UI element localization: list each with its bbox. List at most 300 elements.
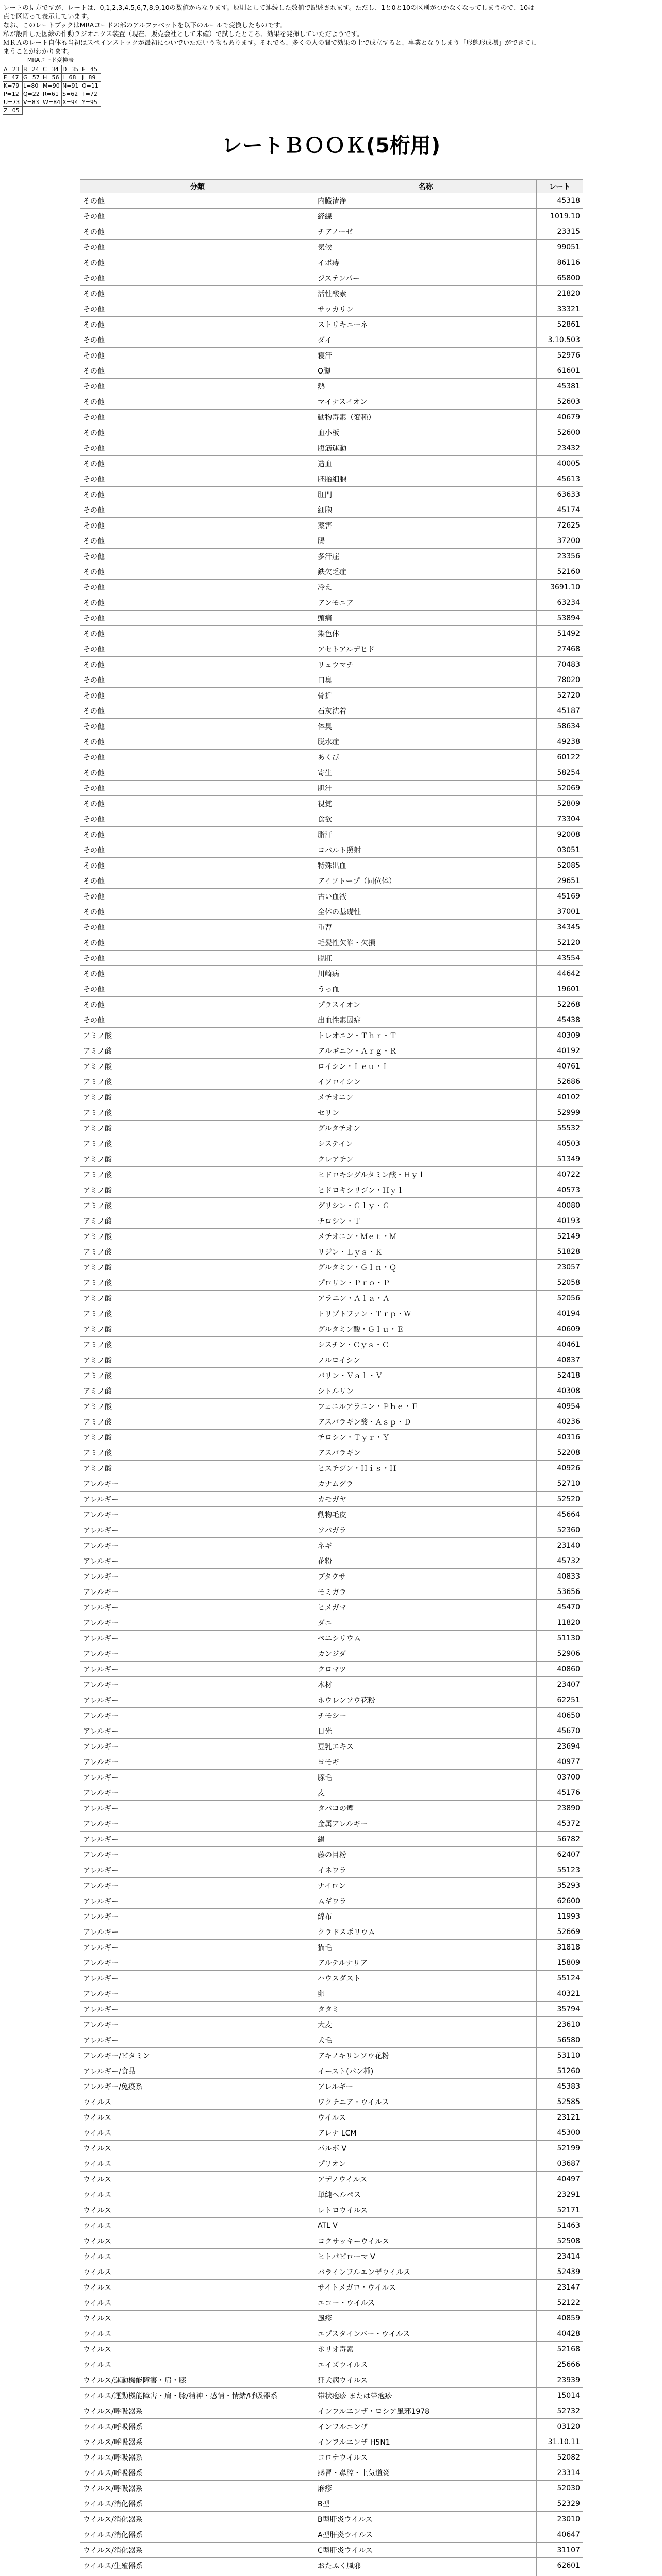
table-row: [80, 889, 583, 904]
category-cell: [80, 2573, 315, 2576]
category-cell: アレルギー: [80, 1739, 315, 1754]
rate-cell: 52268: [537, 997, 583, 1012]
rate-cell: 25666: [537, 2357, 583, 2372]
category-cell: その他: [80, 997, 315, 1012]
category-cell: その他: [80, 904, 315, 920]
name-cell: アデノウイルス: [315, 2172, 537, 2187]
name-cell: 脂汗: [315, 827, 537, 842]
name-cell: サイトメガロ・ウイルス: [315, 2280, 537, 2295]
rate-cell: 31818: [537, 1940, 583, 1955]
rate-cell: 52999: [537, 1105, 583, 1121]
name-cell: 脱肛: [315, 951, 537, 966]
table-row: [80, 1723, 583, 1739]
table-row: [80, 2295, 583, 2311]
category-cell: その他: [80, 966, 315, 981]
table-row: [80, 1368, 583, 1383]
name-cell: 視覚: [315, 796, 537, 811]
name-cell: タバコの煙: [315, 1801, 537, 1816]
name-cell: 骨折: [315, 688, 537, 703]
rate-cell: 03120: [537, 2419, 583, 2434]
category-cell: ウイルス: [80, 2280, 315, 2295]
rate-cell: 23291: [537, 2187, 583, 2202]
name-cell: ネギ: [315, 1538, 537, 1553]
table-row: [80, 1662, 583, 1677]
category-cell: ウイルス: [80, 2233, 315, 2249]
category-cell: アミノ酸: [80, 1244, 315, 1260]
table-row: [80, 425, 583, 440]
rate-cell: 1019.10: [537, 209, 583, 224]
rate-cell: 52732: [537, 2403, 583, 2419]
table-row: [80, 2527, 583, 2543]
name-cell: 熱: [315, 379, 537, 394]
rate-cell: 3.10.503: [537, 332, 583, 348]
rate-cell: 45300: [537, 2125, 583, 2141]
name-cell: グルタミン酸・Ｇｌｕ・Ｅ: [315, 1321, 537, 1337]
rate-cell: 40860: [537, 1662, 583, 1677]
table-row: [80, 1321, 583, 1337]
table-row: [80, 240, 583, 255]
table-row: [80, 2002, 583, 2017]
name-cell: 重曹: [315, 920, 537, 935]
category-cell: アレルギー: [80, 1631, 315, 1646]
name-cell: おたふく風邪: [315, 2558, 537, 2573]
category-cell: アレルギー: [80, 1723, 315, 1739]
rate-cell: 40647: [537, 2527, 583, 2543]
rate-cell: 40194: [537, 1306, 583, 1321]
table-row: [80, 842, 583, 858]
rate-cell: 52329: [537, 2496, 583, 2512]
name-cell: A型肝炎ウイルス: [315, 2527, 537, 2543]
category-cell: ウイルス: [80, 2342, 315, 2357]
rate-cell: 15014: [537, 2388, 583, 2403]
rate-cell: 78020: [537, 672, 583, 688]
table-row: [80, 1445, 583, 1461]
category-cell: アミノ酸: [80, 1383, 315, 1399]
name-cell: マイナスイオン: [315, 394, 537, 410]
rate-cell: 40428: [537, 2326, 583, 2342]
name-cell: トリプトファン・Ｔｒｐ・Ｗ: [315, 1306, 537, 1321]
name-cell: 腸: [315, 533, 537, 549]
category-cell: その他: [80, 440, 315, 456]
rate-cell: 52809: [537, 796, 583, 811]
category-cell: ウイルス: [80, 2110, 315, 2125]
name-cell: ヒドロキシグルタミン酸・Ｈｙｌ: [315, 1167, 537, 1182]
table-row: [80, 193, 583, 209]
table-row: [80, 1553, 583, 1569]
name-cell: 寄生: [315, 765, 537, 781]
rate-cell: 31.10.11: [537, 2434, 583, 2450]
name-cell: 花粉: [315, 1553, 537, 1569]
rate-cell: 62251: [537, 1692, 583, 1708]
table-row: [80, 1229, 583, 1244]
name-cell: グルタチオン: [315, 1121, 537, 1136]
table-row: [80, 811, 583, 827]
category-cell: その他: [80, 394, 315, 410]
rate-cell: 55123: [537, 1862, 583, 1878]
name-cell: 冷え: [315, 580, 537, 595]
rate-cell: 40308: [537, 1383, 583, 1399]
category-cell: ウイルス: [80, 2357, 315, 2372]
category-cell: アミノ酸: [80, 1352, 315, 1368]
table-row: [80, 2094, 583, 2110]
rate-cell: 52710: [537, 1476, 583, 1492]
name-cell: アルテルナリア: [315, 1955, 537, 1971]
mra-code-table: [3, 65, 101, 115]
table-row: [80, 1291, 583, 1306]
table-row: [80, 904, 583, 920]
category-cell: アレルギー: [80, 1708, 315, 1723]
table-row: [80, 1151, 583, 1167]
rate-cell: 45372: [537, 1816, 583, 1832]
category-cell: その他: [80, 240, 315, 255]
name-cell: 造血: [315, 456, 537, 471]
name-cell: 気候: [315, 240, 537, 255]
name-cell: レトロウイルス: [315, 2202, 537, 2218]
table-row: [80, 2017, 583, 2032]
table-row: [80, 2403, 583, 2419]
table-row: [80, 1971, 583, 1986]
rate-cell: 51463: [537, 2218, 583, 2233]
name-cell: 腹筋運動: [315, 440, 537, 456]
name-cell: 豚毛: [315, 1770, 537, 1785]
category-cell: アレルギー/ビタミン: [80, 2048, 315, 2063]
rate-cell: 23356: [537, 549, 583, 564]
table-row: [80, 1955, 583, 1971]
mra-code-cell: K=79: [3, 82, 23, 90]
category-cell: その他: [80, 533, 315, 549]
category-cell: アレルギー: [80, 1785, 315, 1801]
category-cell: ウイルス: [80, 2295, 315, 2311]
category-cell: アミノ酸: [80, 1229, 315, 1244]
name-cell: 藤の目粉: [315, 1847, 537, 1862]
rate-cell: 49238: [537, 734, 583, 750]
rate-cell: 52149: [537, 1229, 583, 1244]
mra-code-cell: P=12: [3, 90, 23, 98]
name-cell: ヨモギ: [315, 1754, 537, 1770]
rate-cell: 52082: [537, 2450, 583, 2465]
category-cell: アレルギー: [80, 1584, 315, 1600]
rate-cell: 40497: [537, 2172, 583, 2187]
table-row: [80, 1043, 583, 1059]
table-row: [80, 1847, 583, 1862]
category-cell: その他: [80, 410, 315, 425]
category-cell: アレルギー: [80, 2017, 315, 2032]
category-cell: その他: [80, 626, 315, 641]
table-row: [80, 2032, 583, 2048]
table-row: [80, 2357, 583, 2372]
name-cell: クロマツ: [315, 1662, 537, 1677]
category-cell: その他: [80, 286, 315, 301]
table-row: [80, 595, 583, 611]
table-row: [80, 2079, 583, 2094]
category-cell: その他: [80, 842, 315, 858]
category-cell: ウイルス: [80, 2249, 315, 2264]
name-cell: プラスイオン: [315, 997, 537, 1012]
rate-cell: 52861: [537, 317, 583, 332]
rate-cell: 40192: [537, 1043, 583, 1059]
category-cell: アレルギー: [80, 1569, 315, 1584]
category-cell: アレルギー: [80, 1940, 315, 1955]
name-cell: うっ血: [315, 981, 537, 997]
intro-paragraph: ＭＲＡのレート自体も当初はスペインストックが最初についでいただいう物もあります。それでも、多くの人の間で効果の上で成立すると、事業となりしまう「形態形成場」ができてしまうことがわかります。: [3, 39, 537, 55]
rate-cell: 23432: [537, 440, 583, 456]
rate-cell: 44642: [537, 966, 583, 981]
category-cell: アミノ酸: [80, 1260, 315, 1275]
category-cell: その他: [80, 564, 315, 580]
name-cell: コバルト照射: [315, 842, 537, 858]
table-row: [80, 1414, 583, 1430]
category-cell: アミノ酸: [80, 1121, 315, 1136]
name-cell: 狂犬病ウイルス: [315, 2372, 537, 2388]
table-row: [80, 997, 583, 1012]
category-cell: ウイルス/呼吸器系: [80, 2419, 315, 2434]
category-cell: ウイルス/呼吸器系: [80, 2434, 315, 2450]
mra-code-cell: W=84: [42, 98, 62, 107]
table-row: [80, 1615, 583, 1631]
mra-code-cell: A=23: [3, 65, 23, 74]
table-row: [80, 688, 583, 703]
table-row: [80, 1862, 583, 1878]
table-row: [80, 549, 583, 564]
category-cell: その他: [80, 827, 315, 842]
category-cell: その他: [80, 379, 315, 394]
rate-cell: 23314: [537, 2465, 583, 2481]
table-row: [80, 781, 583, 796]
table-header-row: [80, 180, 583, 193]
category-cell: アミノ酸: [80, 1461, 315, 1476]
name-cell: アルギニン・Ａｒｇ・Ｒ: [315, 1043, 537, 1059]
table-row: [80, 2388, 583, 2403]
rate-cell: 40236: [537, 1414, 583, 1430]
name-cell: エプスタインバー・ウイルス: [315, 2326, 537, 2342]
table-row: [80, 951, 583, 966]
category-cell: アレルギー: [80, 1662, 315, 1677]
rate-cell: 40193: [537, 1213, 583, 1229]
rate-cell: 52906: [537, 1646, 583, 1662]
table-row: [80, 580, 583, 595]
category-cell: その他: [80, 348, 315, 363]
category-cell: ウイルス/生殖器系: [80, 2558, 315, 2573]
category-cell: その他: [80, 425, 315, 440]
name-cell: 動物毛皮: [315, 1507, 537, 1522]
rate-cell: 15809: [537, 1955, 583, 1971]
name-cell: クレアチン: [315, 1151, 537, 1167]
category-cell: ウイルス: [80, 2202, 315, 2218]
table-row: [80, 1631, 583, 1646]
rate-cell: 34345: [537, 920, 583, 935]
rate-cell: 45176: [537, 1785, 583, 1801]
rate-cell: 52439: [537, 2264, 583, 2280]
table-row: [80, 1028, 583, 1043]
category-cell: アミノ酸: [80, 1182, 315, 1198]
rate-cell: 62600: [537, 1893, 583, 1909]
name-cell: エイズウイルス: [315, 2357, 537, 2372]
rate-cell: 51130: [537, 1631, 583, 1646]
rate-cell: 51828: [537, 1244, 583, 1260]
name-cell: クラドスポリウム: [315, 1924, 537, 1940]
table-row: [80, 1986, 583, 2002]
name-cell: ヒスチジン・Ｈｉｓ・Ｈ: [315, 1461, 537, 1476]
category-cell: アレルギー: [80, 1538, 315, 1553]
category-cell: その他: [80, 657, 315, 672]
name-cell: カナムグラ: [315, 1476, 537, 1492]
name-cell: ナイロン: [315, 1878, 537, 1893]
rate-cell: 63633: [537, 487, 583, 502]
table-row: [80, 2280, 583, 2295]
table-row: [80, 2110, 583, 2125]
name-cell: イボ痔: [315, 255, 537, 270]
rate-cell: 40309: [537, 1028, 583, 1043]
intro-paragraph: なお、このレートブックはMRAコードの部のアルファベットを以下のルールで変換したものです。: [3, 21, 287, 29]
category-cell: その他: [80, 796, 315, 811]
table-row: [80, 1383, 583, 1399]
category-cell: ウイルス: [80, 2094, 315, 2110]
name-cell: チロシン・Ｔ: [315, 1213, 537, 1229]
name-cell: 帯状疱疹 または帯疱疹: [315, 2388, 537, 2403]
name-cell: チアノーゼ: [315, 224, 537, 240]
name-cell: イースト(パン種): [315, 2063, 537, 2079]
rate-cell: 53894: [537, 611, 583, 626]
category-cell: その他: [80, 781, 315, 796]
name-cell: 肛門: [315, 487, 537, 502]
category-cell: その他: [80, 224, 315, 240]
name-cell: 食欲: [315, 811, 537, 827]
name-cell: 細胞: [315, 502, 537, 518]
category-cell: アレルギー: [80, 1507, 315, 1522]
table-row: [80, 703, 583, 719]
name-cell: 金属アレルギー: [315, 1816, 537, 1832]
name-cell: 鉄欠乏症: [315, 564, 537, 580]
table-row: [80, 719, 583, 734]
table-row: [80, 2342, 583, 2357]
name-cell: ジステンパー: [315, 270, 537, 286]
rate-cell: 03700: [537, 1770, 583, 1785]
category-cell: ウイルス: [80, 2326, 315, 2342]
table-row: [80, 2187, 583, 2202]
name-cell: リュウマチ: [315, 657, 537, 672]
table-row: [80, 2264, 583, 2280]
name-cell: イソロイシン: [315, 1074, 537, 1090]
category-cell: その他: [80, 363, 315, 379]
category-cell: ウイルス/運動機能障害・肩・膝: [80, 2372, 315, 2388]
name-cell: 特殊出血: [315, 858, 537, 873]
rate-cell: 29651: [537, 873, 583, 889]
category-cell: ウイルス: [80, 2125, 315, 2141]
rate-cell: 45670: [537, 1723, 583, 1739]
category-cell: アミノ酸: [80, 1074, 315, 1090]
name-cell: ハウスダスト: [315, 1971, 537, 1986]
category-cell: その他: [80, 595, 315, 611]
table-row: [80, 518, 583, 533]
table-row: [80, 394, 583, 410]
table-row: [80, 981, 583, 997]
rate-cell: 52058: [537, 1275, 583, 1291]
rate-cell: 53110: [537, 2048, 583, 2063]
table-row: [80, 301, 583, 317]
category-cell: アレルギー/免疫系: [80, 2079, 315, 2094]
category-cell: ウイルス: [80, 2141, 315, 2156]
name-cell: メチオニン・Ｍｅｔ・Ｍ: [315, 1229, 537, 1244]
name-cell: 単純ヘルペス: [315, 2187, 537, 2202]
category-cell: その他: [80, 688, 315, 703]
mra-code-cell: B=24: [23, 65, 42, 74]
table-row: [80, 2202, 583, 2218]
rate-cell: 37200: [537, 533, 583, 549]
category-cell: アレルギー: [80, 1971, 315, 1986]
category-cell: アミノ酸: [80, 1167, 315, 1182]
table-row: [80, 1476, 583, 1492]
rate-cell: 33321: [537, 301, 583, 317]
table-row: [80, 1399, 583, 1414]
name-cell: バリン・Ｖａｌ・Ｖ: [315, 1368, 537, 1383]
category-cell: その他: [80, 611, 315, 626]
table-row: [80, 2558, 583, 2573]
mra-row: [3, 74, 101, 82]
table-row: [80, 1213, 583, 1229]
name-cell: アレルギー: [315, 2079, 537, 2094]
rate-cell: 86116: [537, 255, 583, 270]
name-cell: B型肝炎ウイルス: [315, 2512, 537, 2527]
table-row: [80, 270, 583, 286]
mra-row: [3, 107, 101, 115]
category-cell: その他: [80, 765, 315, 781]
category-cell: アミノ酸: [80, 1368, 315, 1383]
name-cell: 染色体: [315, 626, 537, 641]
rate-cell: 40650: [537, 1708, 583, 1723]
category-cell: その他: [80, 858, 315, 873]
name-cell: シスチン・Ｃｙｓ・Ｃ: [315, 1337, 537, 1352]
name-cell: 犬毛: [315, 2032, 537, 2048]
rate-cell: 11993: [537, 1909, 583, 1924]
name-cell: アレナ LCM: [315, 2125, 537, 2141]
table-row: [80, 657, 583, 672]
name-cell: アキノキリンソウ花粉: [315, 2048, 537, 2063]
table-row: [80, 332, 583, 348]
rate-cell: 03687: [537, 2156, 583, 2172]
category-cell: その他: [80, 317, 315, 332]
table-row: [80, 286, 583, 301]
name-cell: ダニ: [315, 1615, 537, 1631]
name-cell: ヒトパピローマ V: [315, 2249, 537, 2264]
category-cell: アレルギー: [80, 1847, 315, 1862]
rate-cell: 52056: [537, 1291, 583, 1306]
category-cell: その他: [80, 471, 315, 487]
category-cell: その他: [80, 270, 315, 286]
category-cell: アミノ酸: [80, 1306, 315, 1321]
name-cell: ペニシリウム: [315, 1631, 537, 1646]
rate-cell: 70483: [537, 657, 583, 672]
rate-cell: 58254: [537, 765, 583, 781]
name-cell: インフルエンザ H5N1: [315, 2434, 537, 2450]
mra-code-cell: T=72: [81, 90, 101, 98]
name-cell: 麻疹: [315, 2481, 537, 2496]
name-cell: アラニン・Ａｌａ・Ａ: [315, 1291, 537, 1306]
name-cell: 体臭: [315, 719, 537, 734]
rate-cell: 40102: [537, 1090, 583, 1105]
rate-cell: 51492: [537, 626, 583, 641]
category-cell: その他: [80, 951, 315, 966]
rate-cell: 45664: [537, 1507, 583, 1522]
rate-cell: 27468: [537, 641, 583, 657]
table-row: [80, 2249, 583, 2264]
category-cell: その他: [80, 935, 315, 951]
category-cell: アレルギー: [80, 1862, 315, 1878]
table-row: [80, 2326, 583, 2342]
table-row: [80, 487, 583, 502]
rate-cell: 11820: [537, 1615, 583, 1631]
table-row: [80, 1832, 583, 1847]
table-row: [80, 209, 583, 224]
